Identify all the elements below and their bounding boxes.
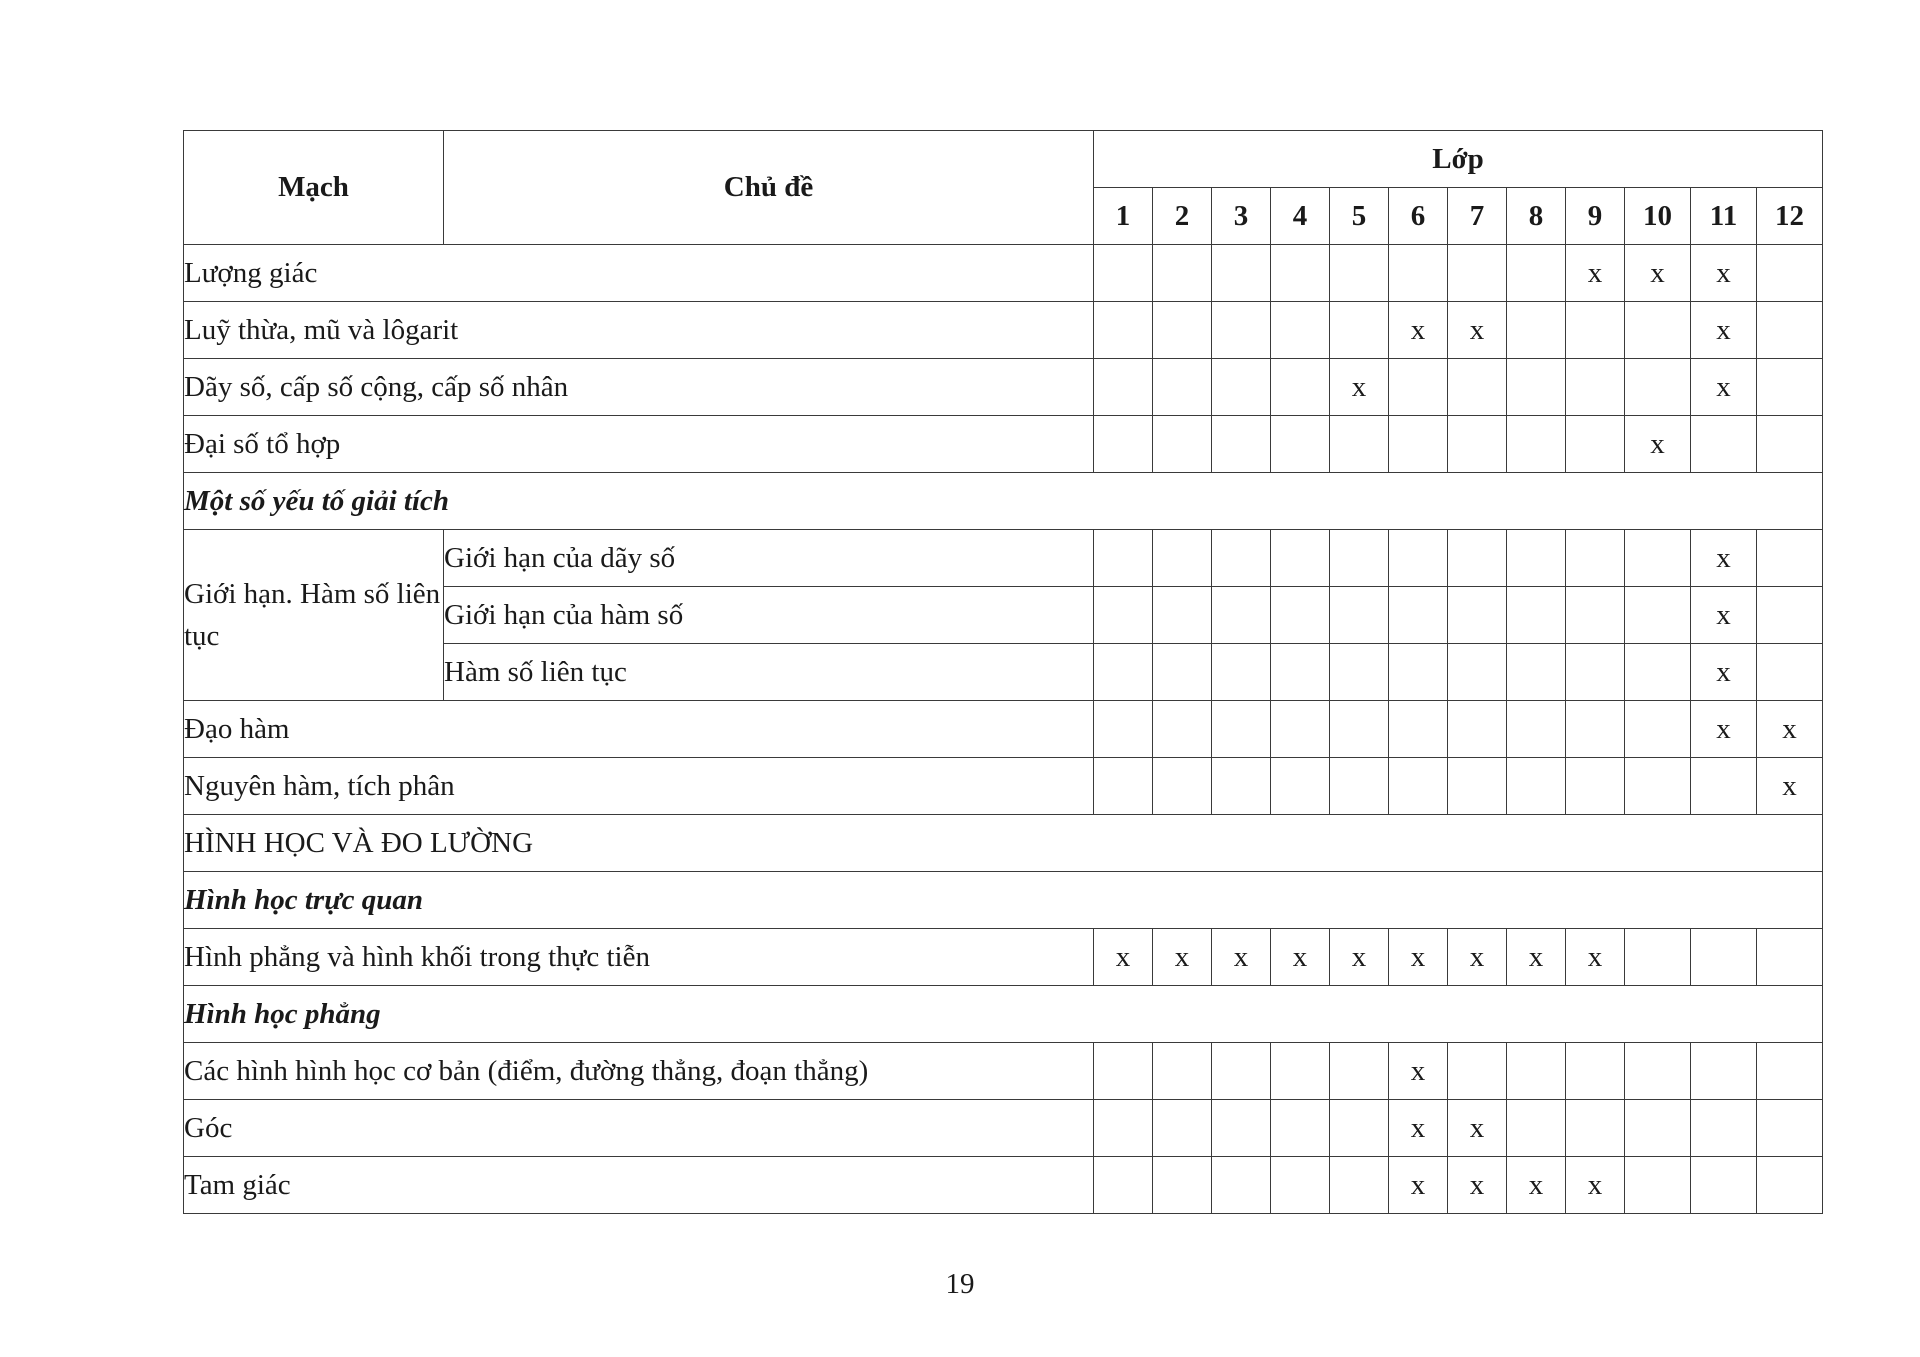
grade-mark-cell: [1212, 530, 1271, 587]
header-chu-de: Chủ đề: [444, 131, 1094, 245]
grade-mark-cell: [1507, 245, 1566, 302]
grade-mark-cell: x: [1691, 245, 1757, 302]
grade-header: 10: [1625, 188, 1691, 245]
topic-label: Hình phẳng và hình khối trong thực tiễn: [184, 929, 1094, 986]
grade-mark-cell: [1094, 1043, 1153, 1100]
grade-mark-cell: x: [1389, 302, 1448, 359]
grade-mark-cell: [1271, 1043, 1330, 1100]
grade-mark-cell: [1566, 416, 1625, 473]
grade-mark-cell: [1153, 245, 1212, 302]
grade-mark-cell: x: [1389, 929, 1448, 986]
grade-mark-cell: [1212, 644, 1271, 701]
grade-mark-cell: [1094, 416, 1153, 473]
grade-mark-cell: [1566, 530, 1625, 587]
grade-mark-cell: [1566, 701, 1625, 758]
topic-label: Lượng giác: [184, 245, 1094, 302]
grade-mark-cell: [1094, 359, 1153, 416]
grade-mark-cell: [1212, 245, 1271, 302]
grade-header: 8: [1507, 188, 1566, 245]
grade-mark-cell: [1566, 1100, 1625, 1157]
grade-mark-cell: [1625, 701, 1691, 758]
grade-mark-cell: [1507, 644, 1566, 701]
grade-mark-cell: [1757, 587, 1823, 644]
grade-mark-cell: [1094, 701, 1153, 758]
grade-mark-cell: x: [1448, 1157, 1507, 1214]
grade-mark-cell: [1757, 359, 1823, 416]
grade-mark-cell: [1507, 758, 1566, 815]
grade-mark-cell: x: [1566, 1157, 1625, 1214]
grade-mark-cell: [1389, 644, 1448, 701]
topic-label: Đại số tổ hợp: [184, 416, 1094, 473]
curriculum-table: [183, 130, 1823, 1214]
grade-mark-cell: [1271, 1100, 1330, 1157]
grade-mark-cell: [1566, 758, 1625, 815]
grade-mark-cell: [1330, 758, 1389, 815]
grade-mark-cell: [1271, 701, 1330, 758]
grade-mark-cell: [1389, 359, 1448, 416]
grade-mark-cell: [1330, 701, 1389, 758]
header-row-top: [184, 131, 1823, 188]
grade-mark-cell: [1271, 245, 1330, 302]
topic-label: Nguyên hàm, tích phân: [184, 758, 1094, 815]
grade-mark-cell: x: [1212, 929, 1271, 986]
grade-mark-cell: [1448, 416, 1507, 473]
grade-mark-cell: x: [1330, 929, 1389, 986]
grade-mark-cell: x: [1330, 359, 1389, 416]
subtopic-label: Giới hạn của dãy số: [444, 530, 1094, 587]
grade-mark-cell: [1271, 302, 1330, 359]
grade-mark-cell: [1625, 1100, 1691, 1157]
grade-mark-cell: [1757, 302, 1823, 359]
grade-mark-cell: [1094, 644, 1153, 701]
grade-mark-cell: [1448, 701, 1507, 758]
table-row: [184, 1157, 1823, 1214]
grade-mark-cell: [1330, 530, 1389, 587]
grade-mark-cell: [1625, 644, 1691, 701]
grade-mark-cell: [1094, 1157, 1153, 1214]
grade-mark-cell: [1448, 530, 1507, 587]
grade-mark-cell: [1153, 701, 1212, 758]
grade-mark-cell: [1094, 302, 1153, 359]
grade-mark-cell: [1691, 758, 1757, 815]
grade-header: 11: [1691, 188, 1757, 245]
grade-header: 3: [1212, 188, 1271, 245]
grade-mark-cell: x: [1448, 1100, 1507, 1157]
grade-mark-cell: [1271, 416, 1330, 473]
grade-mark-cell: [1330, 416, 1389, 473]
table-row: [184, 302, 1823, 359]
grade-mark-cell: x: [1389, 1157, 1448, 1214]
grade-mark-cell: [1153, 1157, 1212, 1214]
grade-mark-cell: [1691, 1157, 1757, 1214]
grade-header: 9: [1566, 188, 1625, 245]
grade-mark-cell: [1212, 1100, 1271, 1157]
grade-mark-cell: [1389, 758, 1448, 815]
grade-mark-cell: [1212, 1043, 1271, 1100]
grade-mark-cell: [1625, 1157, 1691, 1214]
grade-mark-cell: [1448, 587, 1507, 644]
table-body: [184, 245, 1823, 1214]
table-row: [184, 530, 1823, 587]
grade-mark-cell: [1625, 302, 1691, 359]
subtopic-label: Giới hạn của hàm số: [444, 587, 1094, 644]
section-row: [184, 986, 1823, 1043]
grade-mark-cell: [1691, 1043, 1757, 1100]
grade-mark-cell: [1271, 587, 1330, 644]
grade-mark-cell: [1625, 758, 1691, 815]
grade-mark-cell: [1625, 929, 1691, 986]
header-lop: Lớp: [1094, 131, 1823, 188]
section-heading: Hình học trực quan: [184, 872, 1823, 929]
grade-mark-cell: [1212, 416, 1271, 473]
grade-mark-cell: [1094, 1100, 1153, 1157]
table-row: [184, 758, 1823, 815]
topic-label: Luỹ thừa, mũ và lôgarit: [184, 302, 1094, 359]
section-row: [184, 815, 1823, 872]
grade-mark-cell: [1757, 644, 1823, 701]
grade-mark-cell: x: [1691, 701, 1757, 758]
grade-mark-cell: x: [1448, 302, 1507, 359]
group-label: Giới hạn. Hàm số liên tục: [184, 530, 444, 701]
grade-header: 2: [1153, 188, 1212, 245]
grade-mark-cell: [1212, 758, 1271, 815]
grade-mark-cell: x: [1153, 929, 1212, 986]
grade-mark-cell: [1507, 359, 1566, 416]
grade-mark-cell: [1507, 587, 1566, 644]
grade-mark-cell: [1507, 1100, 1566, 1157]
grade-mark-cell: x: [1507, 1157, 1566, 1214]
grade-mark-cell: [1330, 1043, 1389, 1100]
grade-mark-cell: [1691, 1100, 1757, 1157]
grade-mark-cell: [1389, 587, 1448, 644]
grade-mark-cell: [1507, 1043, 1566, 1100]
grade-mark-cell: [1212, 302, 1271, 359]
grade-mark-cell: [1566, 1043, 1625, 1100]
grade-mark-cell: x: [1691, 587, 1757, 644]
grade-mark-cell: [1153, 530, 1212, 587]
grade-mark-cell: [1389, 416, 1448, 473]
grade-mark-cell: x: [1691, 530, 1757, 587]
grade-mark-cell: [1153, 1043, 1212, 1100]
grade-mark-cell: [1757, 530, 1823, 587]
grade-mark-cell: [1757, 1100, 1823, 1157]
grade-mark-cell: [1212, 1157, 1271, 1214]
grade-mark-cell: [1271, 644, 1330, 701]
grade-mark-cell: [1389, 530, 1448, 587]
grade-mark-cell: [1566, 644, 1625, 701]
grade-mark-cell: [1448, 359, 1507, 416]
grade-mark-cell: [1507, 530, 1566, 587]
grade-mark-cell: [1625, 359, 1691, 416]
grade-mark-cell: x: [1389, 1100, 1448, 1157]
grade-mark-cell: x: [1389, 1043, 1448, 1100]
grade-mark-cell: [1757, 1043, 1823, 1100]
grade-header: 5: [1330, 188, 1389, 245]
section-heading: HÌNH HỌC VÀ ĐO LƯỜNG: [184, 815, 1823, 872]
grade-mark-cell: x: [1566, 929, 1625, 986]
topic-label: Các hình hình học cơ bản (điểm, đường thẳng, đoạn thẳng): [184, 1043, 1094, 1100]
topic-label: Góc: [184, 1100, 1094, 1157]
grade-mark-cell: x: [1566, 245, 1625, 302]
grade-mark-cell: [1389, 701, 1448, 758]
grade-mark-cell: [1271, 1157, 1330, 1214]
grade-mark-cell: [1271, 530, 1330, 587]
header-mach: Mạch: [184, 131, 444, 245]
page-number: 19: [945, 1268, 975, 1300]
grade-header: 7: [1448, 188, 1507, 245]
grade-mark-cell: x: [1271, 929, 1330, 986]
grade-mark-cell: x: [1691, 359, 1757, 416]
grade-mark-cell: x: [1757, 758, 1823, 815]
topic-label: Dãy số, cấp số cộng, cấp số nhân: [184, 359, 1094, 416]
table-row: [184, 359, 1823, 416]
grade-mark-cell: [1566, 359, 1625, 416]
grade-mark-cell: [1625, 587, 1691, 644]
grade-mark-cell: [1448, 644, 1507, 701]
grade-mark-cell: [1757, 416, 1823, 473]
table-row: [184, 245, 1823, 302]
grade-mark-cell: [1566, 302, 1625, 359]
grade-mark-cell: [1330, 587, 1389, 644]
grade-mark-cell: [1330, 302, 1389, 359]
grade-mark-cell: [1153, 1100, 1212, 1157]
grade-mark-cell: [1153, 416, 1212, 473]
topic-label: Tam giác: [184, 1157, 1094, 1214]
grade-mark-cell: x: [1507, 929, 1566, 986]
grade-mark-cell: [1094, 758, 1153, 815]
grade-header: 12: [1757, 188, 1823, 245]
grade-mark-cell: [1625, 1043, 1691, 1100]
section-heading: Hình học phẳng: [184, 986, 1823, 1043]
table-row: [184, 929, 1823, 986]
grade-mark-cell: x: [1094, 929, 1153, 986]
table-row: [184, 1100, 1823, 1157]
grade-mark-cell: [1153, 758, 1212, 815]
grade-mark-cell: [1212, 359, 1271, 416]
topic-label: Đạo hàm: [184, 701, 1094, 758]
grade-mark-cell: [1153, 644, 1212, 701]
grade-mark-cell: [1691, 416, 1757, 473]
grade-mark-cell: [1448, 758, 1507, 815]
grade-mark-cell: [1330, 1100, 1389, 1157]
grade-mark-cell: [1507, 302, 1566, 359]
grade-mark-cell: x: [1691, 644, 1757, 701]
grade-mark-cell: x: [1448, 929, 1507, 986]
grade-header: 4: [1271, 188, 1330, 245]
grade-mark-cell: [1757, 1157, 1823, 1214]
grade-mark-cell: [1389, 245, 1448, 302]
grade-mark-cell: x: [1691, 302, 1757, 359]
grade-mark-cell: [1153, 587, 1212, 644]
grade-mark-cell: x: [1625, 416, 1691, 473]
grade-mark-cell: [1153, 359, 1212, 416]
grade-mark-cell: [1153, 302, 1212, 359]
grade-mark-cell: [1330, 644, 1389, 701]
section-row: [184, 473, 1823, 530]
section-row: [184, 872, 1823, 929]
grade-mark-cell: [1757, 929, 1823, 986]
grade-mark-cell: x: [1757, 701, 1823, 758]
grade-header: 6: [1389, 188, 1448, 245]
grade-mark-cell: [1691, 929, 1757, 986]
grade-mark-cell: [1448, 1043, 1507, 1100]
table-row: [184, 701, 1823, 758]
grade-mark-cell: [1212, 701, 1271, 758]
grade-mark-cell: x: [1625, 245, 1691, 302]
grade-mark-cell: [1271, 359, 1330, 416]
grade-mark-cell: [1625, 530, 1691, 587]
grade-mark-cell: [1094, 530, 1153, 587]
grade-mark-cell: [1330, 1157, 1389, 1214]
table-row: [184, 1043, 1823, 1100]
grade-mark-cell: [1094, 587, 1153, 644]
subtopic-label: Hàm số liên tục: [444, 644, 1094, 701]
grade-mark-cell: [1330, 245, 1389, 302]
grade-mark-cell: [1094, 245, 1153, 302]
section-heading: Một số yếu tố giải tích: [184, 473, 1823, 530]
grade-header: 1: [1094, 188, 1153, 245]
grade-mark-cell: [1757, 245, 1823, 302]
grade-mark-cell: [1271, 758, 1330, 815]
grade-mark-cell: [1448, 245, 1507, 302]
grade-mark-cell: [1212, 587, 1271, 644]
grade-mark-cell: [1566, 587, 1625, 644]
table-row: [184, 416, 1823, 473]
grade-mark-cell: [1507, 701, 1566, 758]
grade-mark-cell: [1507, 416, 1566, 473]
